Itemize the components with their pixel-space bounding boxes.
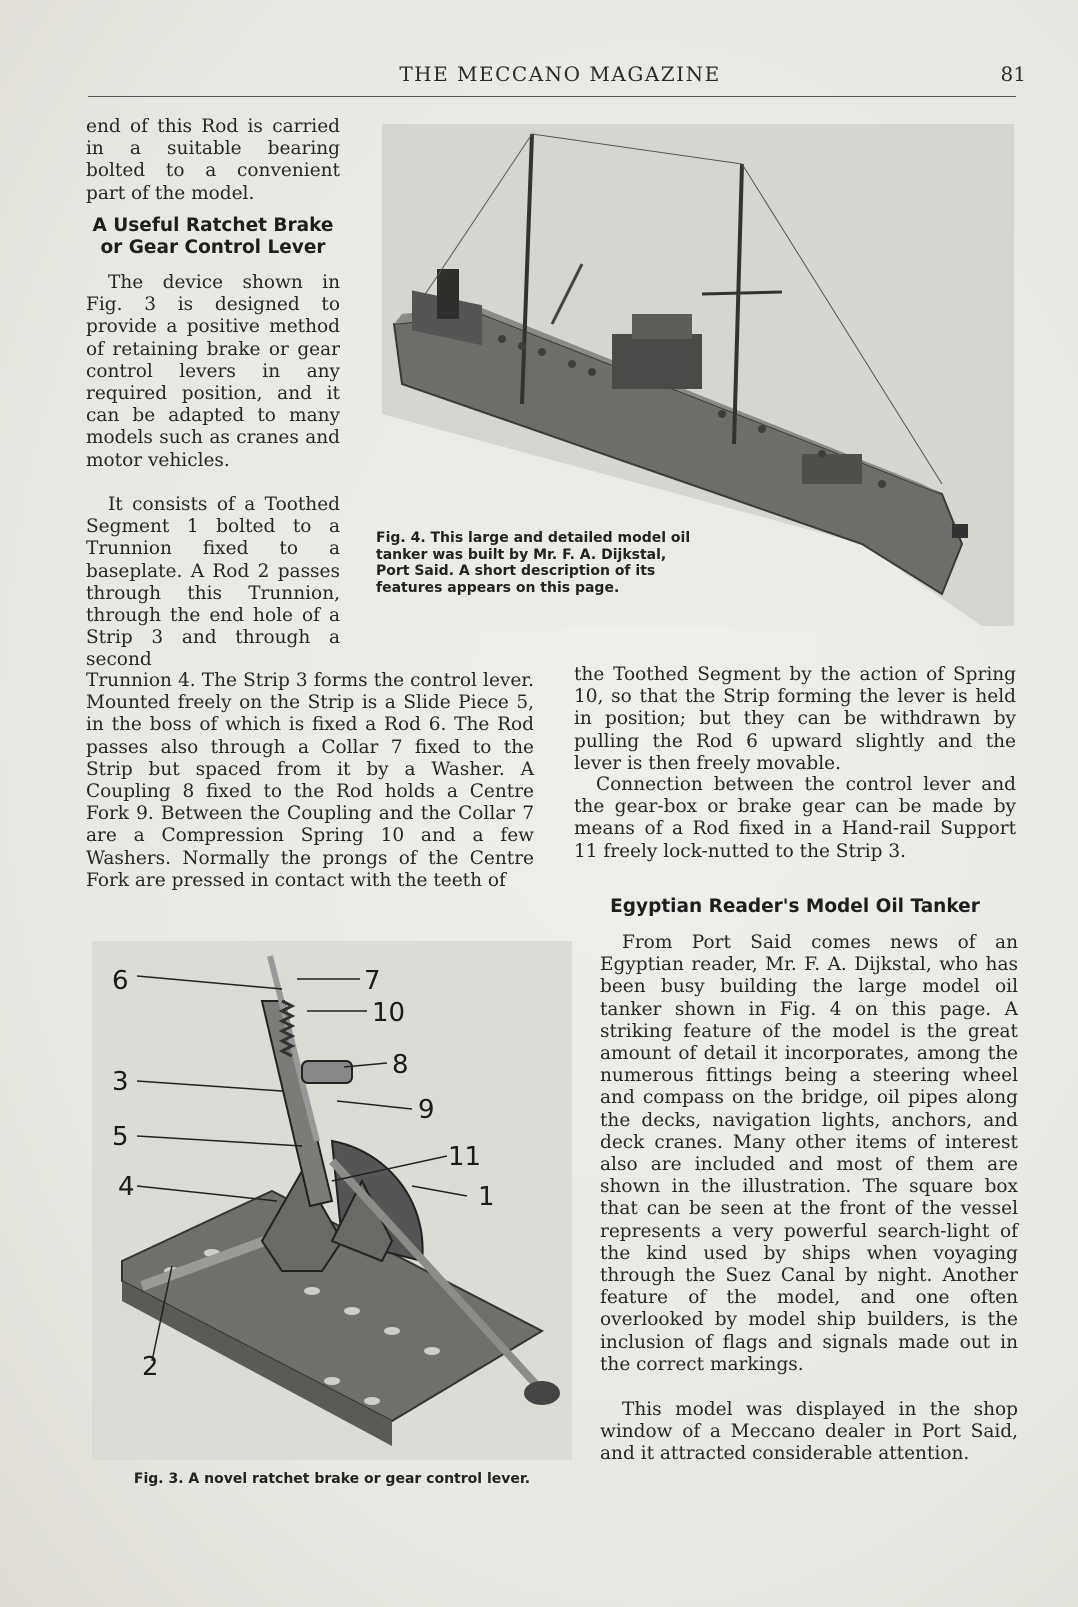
label-2: 2 <box>142 1352 159 1382</box>
label-11: 11 <box>448 1142 482 1172</box>
right-paragraph-2: Connection between the control lever and the gear-box or brake gear can be made by means of a Rod fixed in a Hand-rail Support 11 freely lock-nutted to the Strip 3. <box>574 774 1016 862</box>
header-rule <box>88 96 1016 97</box>
label-9: 9 <box>418 1095 435 1125</box>
tanker-heading: Egyptian Reader's Model Oil Tanker <box>610 896 980 917</box>
ratchet-paragraph-2a: It consists of a Toothed Segment 1 bolted to a Trunnion fixed to a baseplate. A Rod 2 passes through this Trunnion, through the end hole of a Strip 3 and through a second <box>86 494 340 671</box>
fig3-caption: Fig. 3. A novel ratchet brake or gear control lever. <box>133 1471 531 1487</box>
page-number: 81 <box>1000 62 1026 86</box>
ratchet-paragraph-2b: Trunnion 4. The Strip 3 forms the control lever. Mounted freely on the Strip is a Slide Piece 5, in the boss of which is fixed a Rod 6. The Rod passes also through a Collar 7 fixed to the Strip but spaced from it by a Washer. A Coupling 8 fixed to the Rod holds a Centre Fork 9. Between the Coupling and the Collar 7 are a Compression Spring 10 and a few Washers. Normally the prongs of the Centre Fork are pressed in contact with the teeth of <box>86 670 534 891</box>
right-paragraph-1: the Toothed Segment by the action of Spring 10, so that the Strip forming the lever is held in position; but they can be withdrawn by pulling the Rod 6 upward slightly and the lever is then freely movable. <box>574 664 1016 774</box>
fig4-caption: Fig. 4. This large and detailed model oil tanker was built by Mr. F. A. Dijkstal, Port Said. A short description of its features appears on this page. <box>376 530 691 596</box>
label-5: 5 <box>112 1122 129 1152</box>
tanker-paragraph-2: This model was displayed in the shop window of a Meccano dealer in Port Said, and it attracted considerable attention. <box>600 1399 1018 1465</box>
tanker-paragraph-1: From Port Said comes news of an Egyptian reader, Mr. F. A. Dijkstal, who has been busy building the large model oil tanker shown in Fig. 4 on this page. A striking feature of the model is the great amount of detail it incorporates, among the numerous fittings being a steering wheel and compass on the bridge, oil pipes along the decks, navigation lights, anchors, and deck cranes. Many other items of interest also are included and most of them are shown in the illustration. The square box that can be seen at the front of the vessel represents a very powerful search-light of the kind used by ships when voyaging through the Suez Canal by night. Another feature of the model, and one often overlooked by model ship builders, is the inclusion of flags and signals made out in the correct markings. <box>600 932 1018 1375</box>
label-7: 7 <box>364 966 381 996</box>
label-8: 8 <box>392 1050 409 1080</box>
label-3: 3 <box>112 1067 129 1097</box>
label-6: 6 <box>112 966 129 996</box>
label-10: 10 <box>372 998 406 1028</box>
label-4: 4 <box>118 1172 135 1202</box>
ratchet-paragraph-1: The device shown in Fig. 3 is designed to provide a positive method of retaining brake or gear control levers in any required position, and it can be adapted to many models such as cranes and motor vehicles. <box>86 272 340 471</box>
ratchet-heading: A Useful Ratchet Brake or Gear Control Lever <box>92 215 334 258</box>
label-1: 1 <box>478 1182 495 1212</box>
ratchet-lever-illustration <box>92 941 572 1460</box>
magazine-title: THE MECCANO MAGAZINE <box>399 62 721 86</box>
intro-paragraph: end of this Rod is carried in a suitable bearing bolted to a convenient part of the model. <box>86 116 340 204</box>
